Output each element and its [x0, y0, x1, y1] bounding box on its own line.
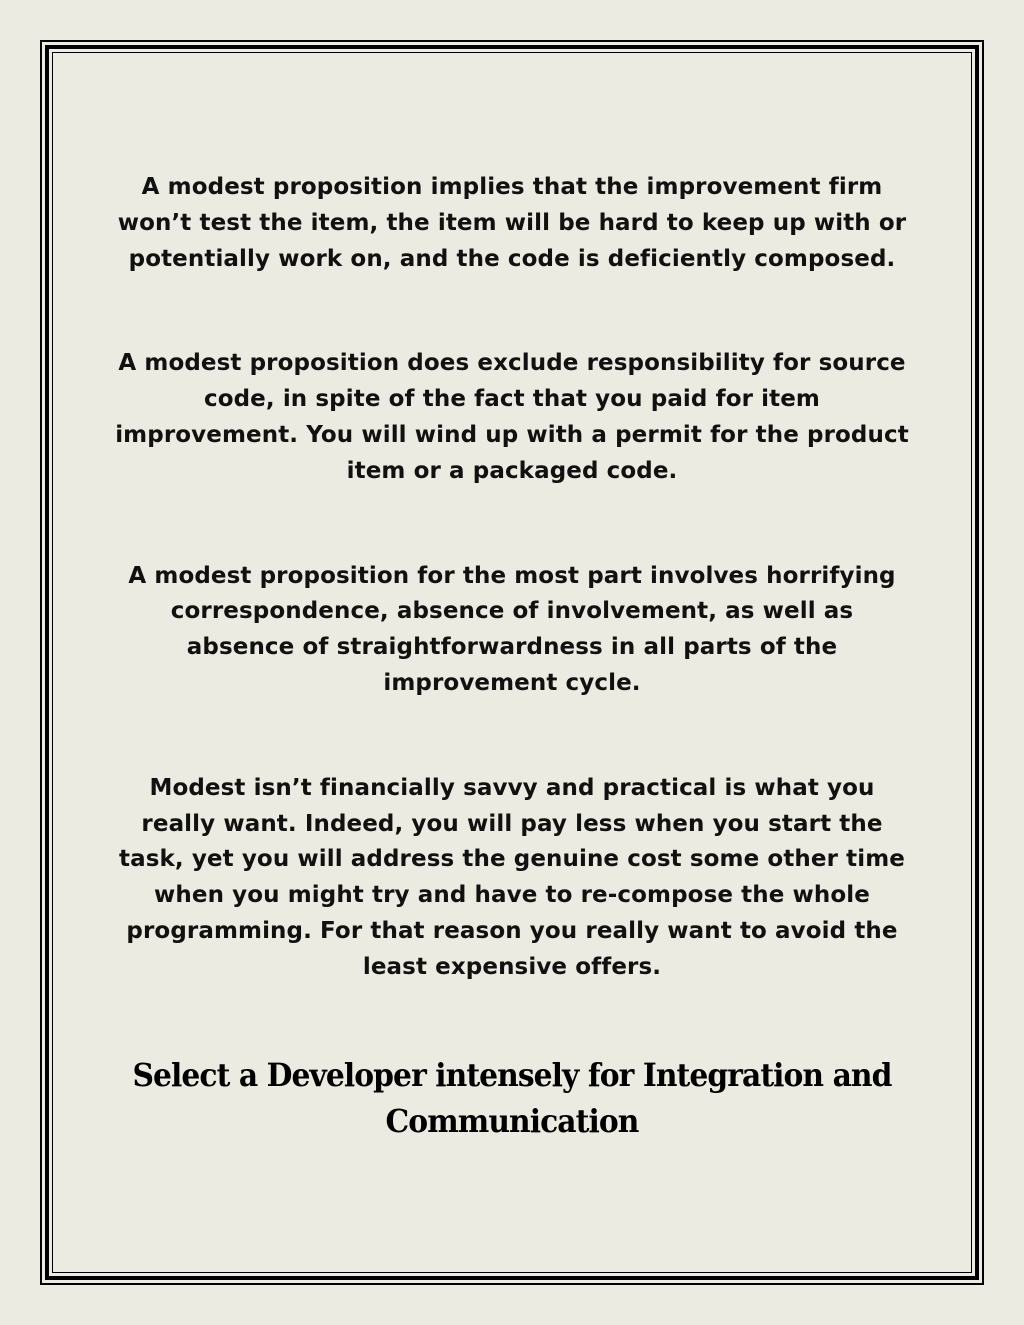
paragraph-cheap-proposal-quality: A modest proposition implies that the improvement firm won’t test the item, the item will be hard to keep up with or potentially work on, and the code is deficiently composed. [117, 174, 907, 272]
paragraph-communication-issues: A modest proposition for the most part involves horrifying correspondence, absence of involvement, as well as absence of straightforwardness in all parts of the improvement cycle. [128, 562, 896, 696]
paragraph-source-code-ownership: A modest proposition does exclude responsibility for source code, in spite of the fact that you paid for item improvement. You will wind up with a permit for the product item or a packaged code. [115, 350, 909, 484]
section-heading: Select a Developer intensely for Integration and Communication [132, 1056, 892, 1140]
paragraph-avoid-cheapest-offers: Modest isn’t financially savvy and practical is what you really want. Indeed, you will pay less when you start the task, yet you will address the genuine cost some other time when you might try and have to re-compose the whole programming. For that reason you really want to avoid the least expensive offers. [118, 774, 905, 980]
body-text [114, 170, 910, 986]
